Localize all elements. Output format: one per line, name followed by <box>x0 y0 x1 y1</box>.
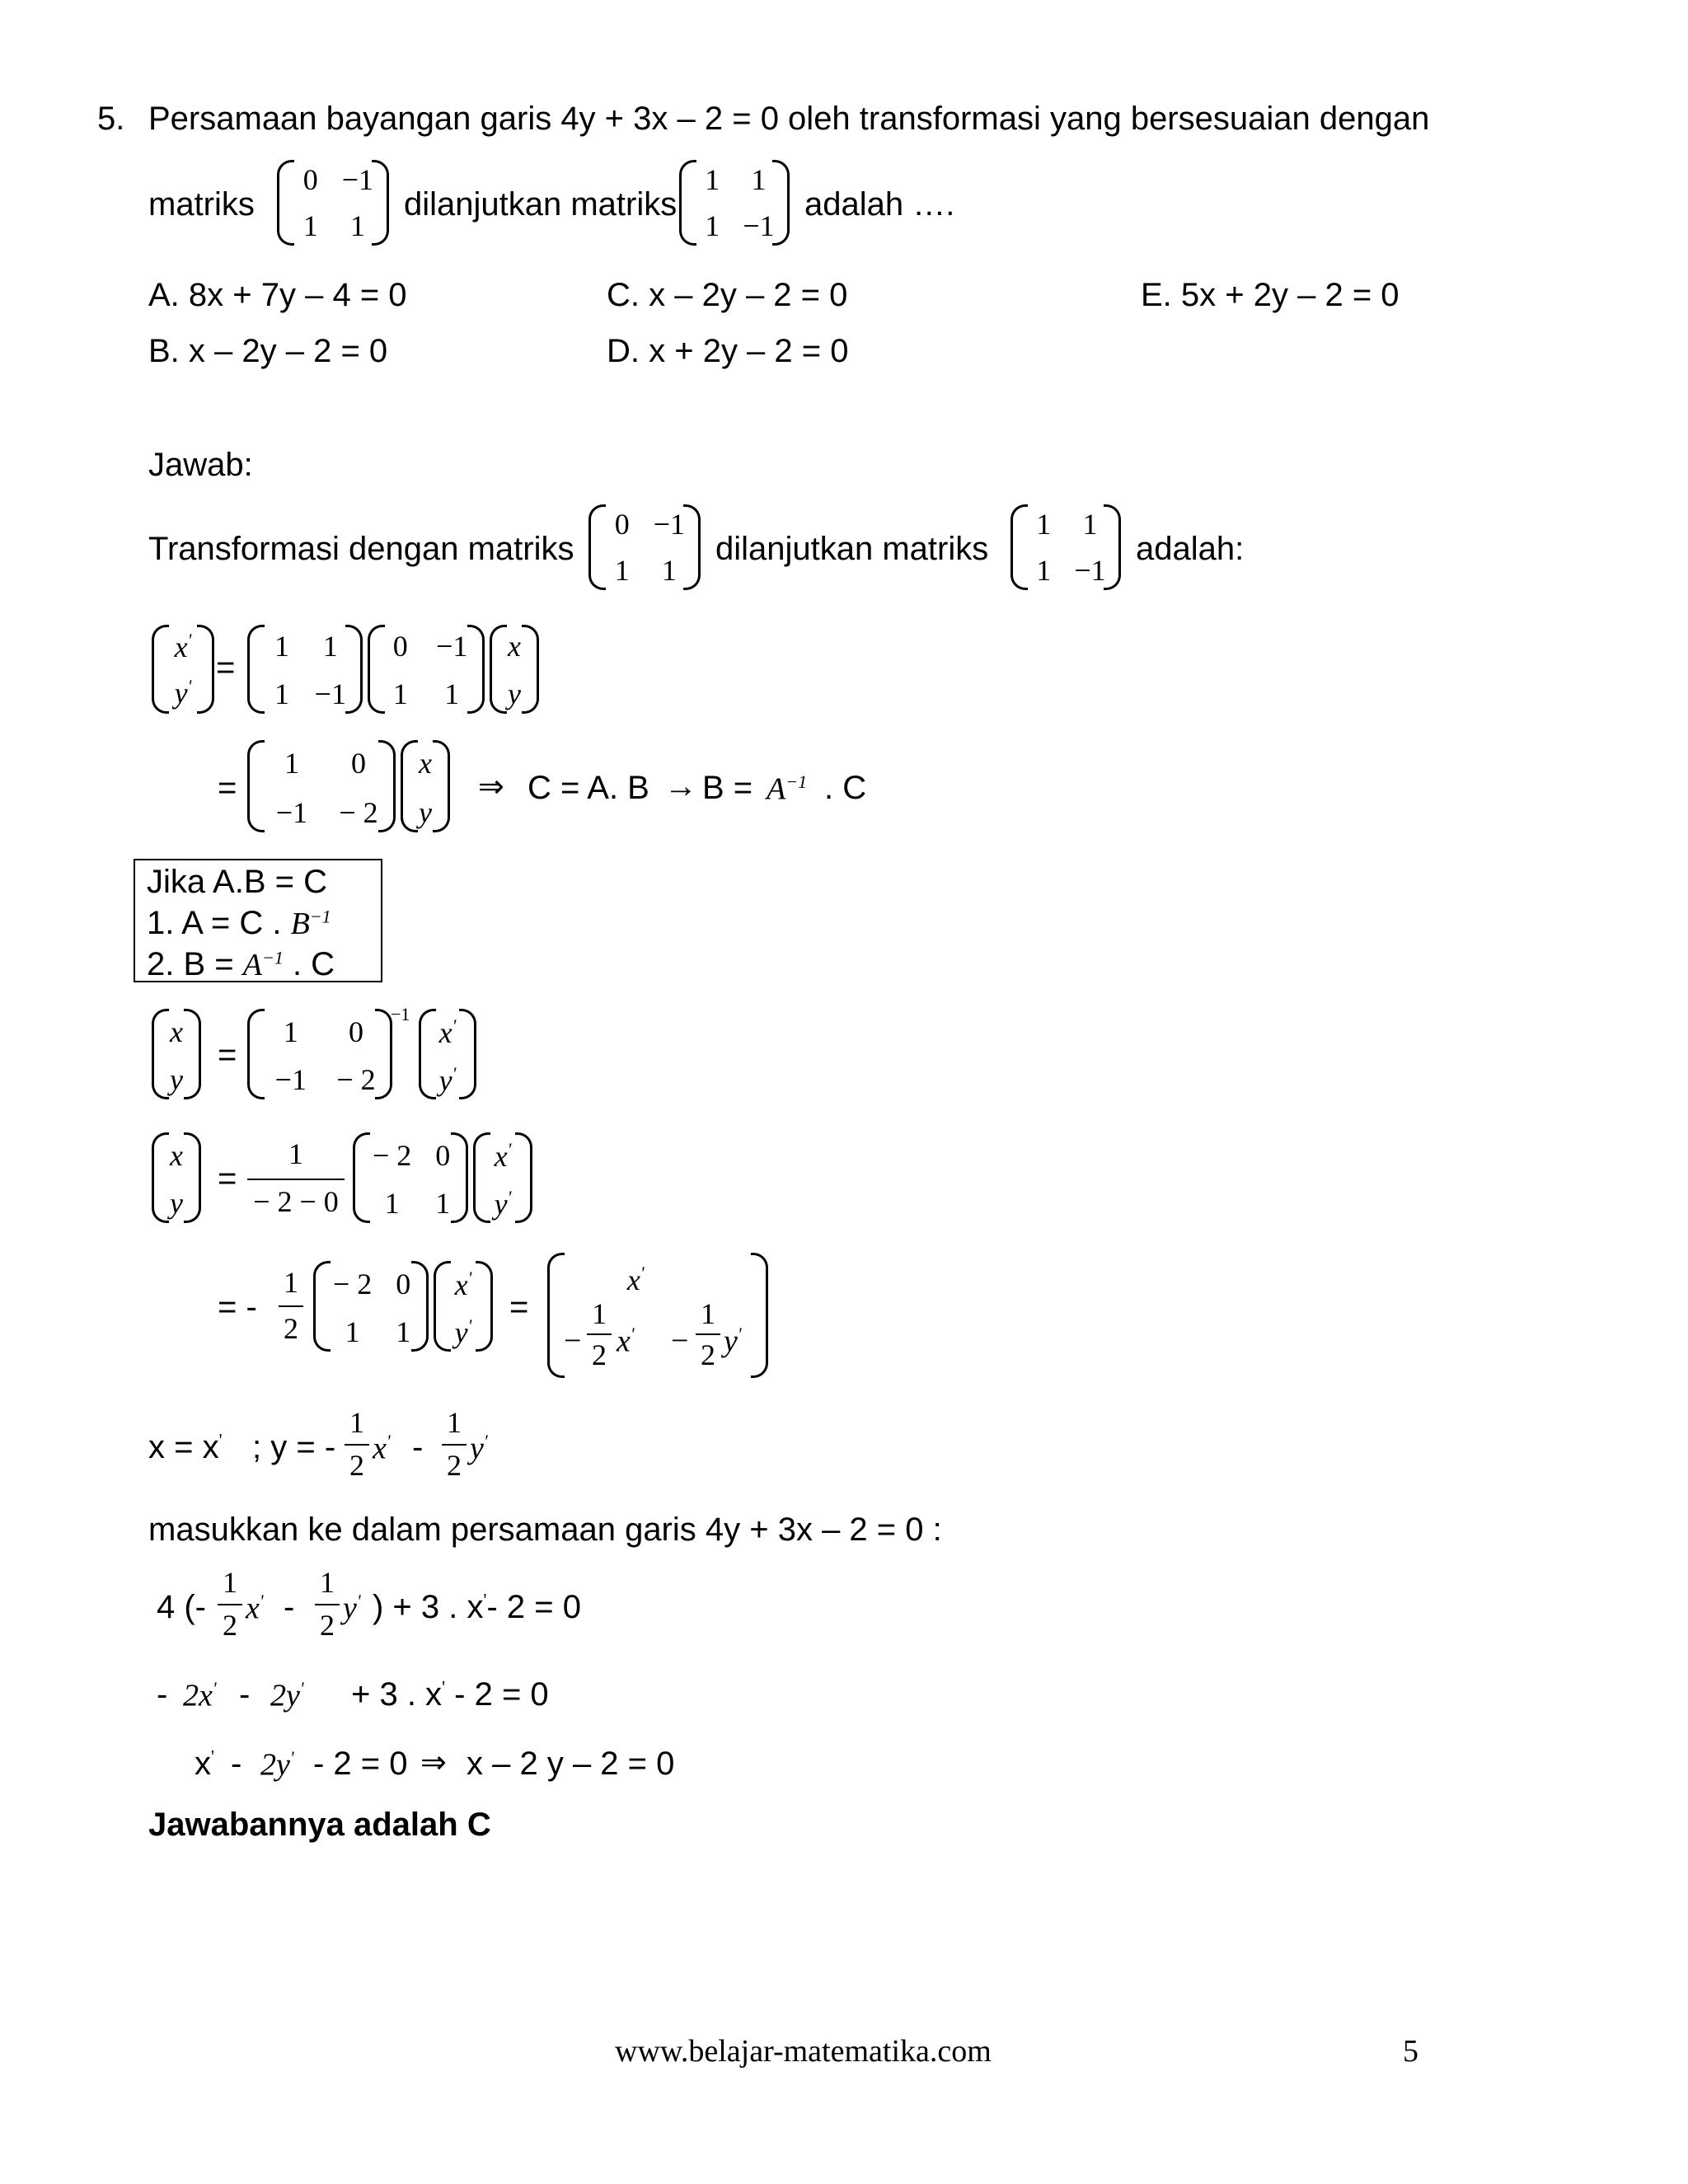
problem-statement: Persamaan bayangan garis 4y + 3x – 2 = 0 oleh transformasi yang bersesuaian dengan <box>148 101 1430 137</box>
half-fraction: 1 2 <box>315 1566 340 1647</box>
vector-result: x' <box>547 1253 768 1378</box>
option-a: A. 8x + 7y – 4 = 0 <box>148 277 407 313</box>
matriks-label: matriks <box>148 186 255 223</box>
option-e: E. 5x + 2y – 2 = 0 <box>1141 277 1400 313</box>
minus-sign: − <box>564 1324 582 1358</box>
determinant-fraction: 1 − 2 − 0 <box>247 1136 345 1221</box>
matrix-adjugate: − 2 0 1 1 <box>313 1261 429 1352</box>
vector-xy: x y <box>152 1132 201 1223</box>
y-prime: y' <box>724 1324 742 1359</box>
vector-xy-prime: x' y' <box>419 1009 476 1099</box>
rule-line-3: 2. $B = A^{-1}$ . C <box>147 946 335 982</box>
equals-sign: = <box>509 1289 529 1325</box>
half-fraction: 1 2 <box>442 1406 467 1487</box>
half-fraction: 1 2 <box>218 1566 242 1647</box>
page-number: 5 <box>1403 2034 1418 2069</box>
rule-line-2: 1. A = C . $B^{-1}$ <box>147 905 331 941</box>
x-prime: x' <box>617 1324 635 1359</box>
b-equals: B = <box>702 770 753 806</box>
dot-c: . C <box>824 770 867 806</box>
step3-x: x' <box>195 1746 214 1782</box>
step2-suffix: + 3 . x' - 2 = 0 <box>351 1676 549 1713</box>
a-inverse: $A^{-1}$ <box>767 771 808 807</box>
vector-xy-prime: x' y' <box>434 1261 493 1352</box>
equals-sign: = <box>218 770 237 806</box>
equals-sign: = <box>218 1037 237 1073</box>
footer-website: www.belajar-matematika.com <box>615 2034 992 2069</box>
neg-half-prefix: = - <box>218 1289 257 1325</box>
equals-sign: = <box>216 649 236 686</box>
option-b: B. x – 2y – 2 = 0 <box>148 333 388 369</box>
transform-adalah: adalah: <box>1136 531 1245 567</box>
arrow-icon: → <box>664 768 697 804</box>
step3-mid: - 2 = 0 <box>313 1746 408 1782</box>
step2-prefix: - <box>157 1676 168 1713</box>
relation-c-ab: C = A. B <box>528 770 649 806</box>
step3-result: x – 2 y – 2 = 0 <box>467 1746 675 1782</box>
minus-sign: − <box>671 1324 689 1358</box>
problem-number: 5. <box>97 101 125 137</box>
half-fraction: 1 2 <box>696 1297 720 1376</box>
vector-xy: x y <box>152 1009 201 1099</box>
minus-sign: - <box>412 1429 424 1465</box>
minus-sign: - <box>231 1746 242 1782</box>
minus-sign: - <box>284 1589 295 1625</box>
option-d: D. x + 2y – 2 = 0 <box>607 333 849 369</box>
inverse-exponent: −1 <box>391 1004 410 1024</box>
matrix-m1: 0 −1 1 1 <box>368 625 485 714</box>
step2-2x: 2x' <box>183 1678 217 1713</box>
rule-line-1: Jika A.B = C <box>147 864 327 900</box>
matrix-m2: 1 1 1 −1 <box>247 625 363 714</box>
matrix-transform-first: 0 −1 1 1 <box>588 504 701 590</box>
transform-dilanjutkan: dilanjutkan matriks <box>715 531 989 567</box>
substitution-text: masukkan ke dalam persamaan garis 4y + 3x – 2 = 0 : <box>148 1511 942 1548</box>
y-equals-prefix: ; y = - <box>252 1429 336 1465</box>
step2-2y: 2y' <box>270 1678 304 1713</box>
matrix-product: 1 0 −1 − 2 <box>247 740 396 832</box>
adalah-label: adalah …. <box>804 186 955 223</box>
half-fraction: 1 2 <box>345 1406 369 1487</box>
x-equals-x-prime: x = x' <box>148 1429 223 1465</box>
y-prime: y' <box>343 1591 361 1626</box>
implies-symbol: ⇒ <box>420 1746 447 1780</box>
minus-sign: - <box>239 1676 251 1713</box>
half-fraction: 1 2 <box>587 1297 612 1376</box>
final-answer: Jawabannya adalah C <box>148 1807 491 1843</box>
transform-intro: Transformasi dengan matriks <box>148 531 574 567</box>
step3-2y: 2y' <box>260 1747 294 1783</box>
matrix-second: 1 1 1 −1 <box>679 160 790 246</box>
y-prime: y' <box>470 1431 488 1466</box>
vector-xy: x y <box>401 740 450 832</box>
equals-sign: = <box>218 1160 237 1197</box>
step1-suffix: ) + 3 . x'- 2 = 0 <box>373 1589 581 1625</box>
dilanjutkan-label: dilanjutkan matriks <box>404 186 678 223</box>
x-prime: x' <box>246 1591 264 1626</box>
vector-xy-prime: x' y' <box>473 1132 532 1223</box>
step1-prefix: 4 (- <box>157 1589 206 1625</box>
vector-xy-prime: x' y' <box>152 625 214 714</box>
matrix-product-inverse: 1 0 −1 − 2 <box>247 1009 392 1099</box>
matrix-adjugate: − 2 0 1 1 <box>353 1132 468 1223</box>
implies-symbol: ⇒ <box>478 770 504 804</box>
matrix-transform-second: 1 1 1 −1 <box>1010 504 1121 590</box>
option-c: C. x – 2y – 2 = 0 <box>607 277 848 313</box>
jawab-label: Jawab: <box>148 447 253 483</box>
vector-xy: x y <box>490 625 539 714</box>
half-fraction: 1 2 <box>279 1264 303 1350</box>
matrix-first: 0 −1 1 1 <box>277 160 389 246</box>
x-prime: x' <box>373 1431 391 1466</box>
